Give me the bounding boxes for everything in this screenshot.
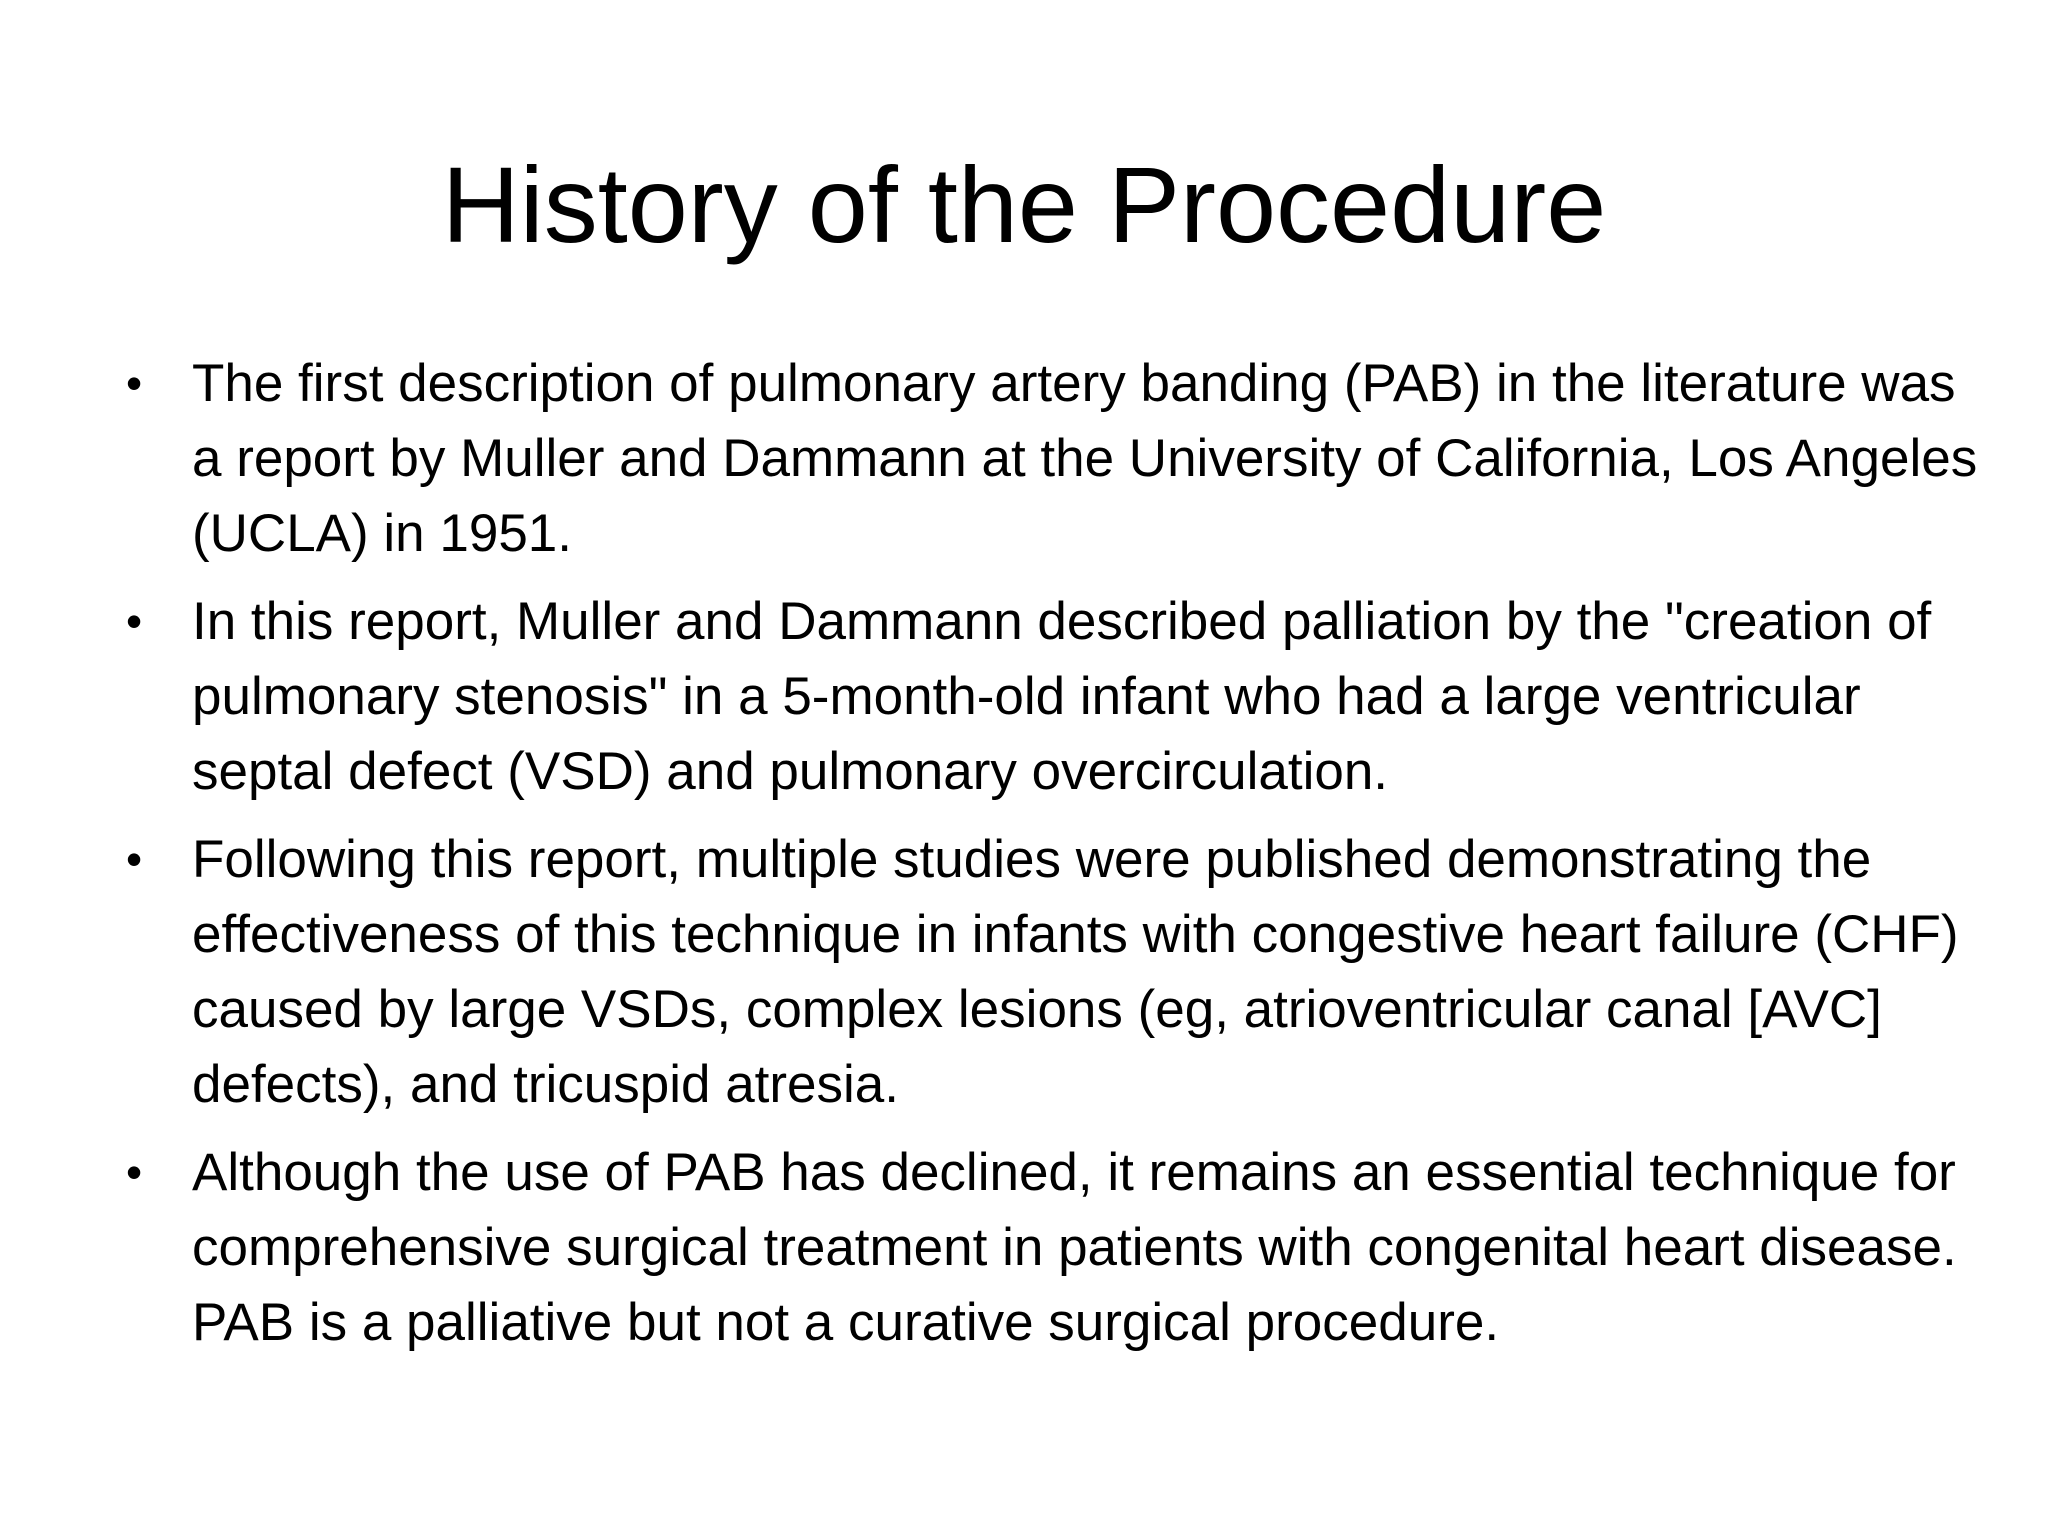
bullet-item xyxy=(124,1135,1984,1360)
bullet-item xyxy=(124,346,1984,571)
bullet-text: In this report, Muller and Dammann described palliation by the "creation of pulmonary stenosis" in a 5-month-old infant who had a large ventricular septal defect (VSD) and pulmonary overcirculation. xyxy=(192,592,1932,801)
bullet-text: Following this report, multiple studies were published demonstrating the effectiveness of this technique in infants with congestive heart failure (CHF) caused by large VSDs, complex lesions (eg, atrioventricular canal [AVC] defects), and tricuspid atresia. xyxy=(192,830,1959,1114)
bullet-text: Although the use of PAB has declined, it remains an essential technique for comprehensive surgical treatment in patients with congenital heart disease. PAB is a palliative but not a curative surgical procedure. xyxy=(192,1143,1957,1352)
bullet-list xyxy=(124,346,1984,1373)
bullet-dot-icon: • xyxy=(126,1146,143,1198)
bullet-text: The first description of pulmonary artery banding (PAB) in the literature was a report by Muller and Dammann at the University of California, Los Angeles (UCLA) in 1951. xyxy=(192,354,1978,563)
bullet-dot-icon: • xyxy=(126,357,143,409)
slide-title: History of the Procedure xyxy=(441,144,1607,265)
bullet-dot-icon: • xyxy=(126,833,143,885)
bullet-item xyxy=(124,822,1984,1122)
bullet-item xyxy=(124,584,1984,809)
bullet-dot-icon: • xyxy=(126,595,143,647)
